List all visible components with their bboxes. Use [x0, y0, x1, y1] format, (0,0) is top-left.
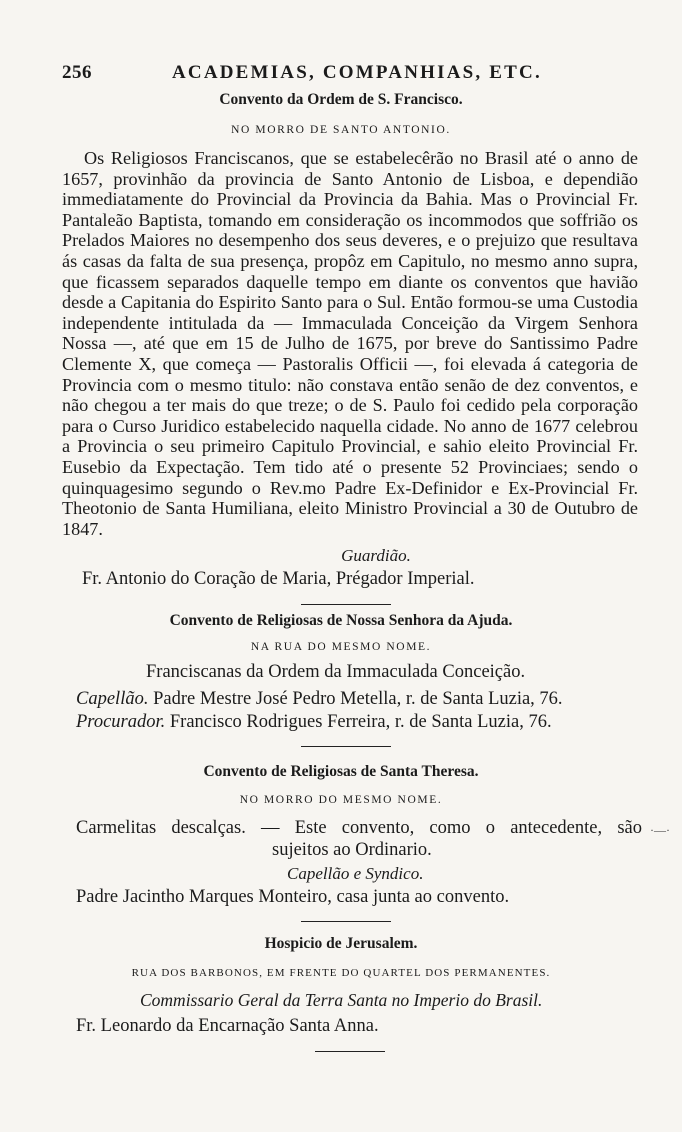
entry-text: Padre Mestre José Pedro Metella, r. de Santa Luzia, 76.	[153, 689, 563, 709]
commissario-label: Commissario Geral da Terra Santa no Imperio do Brasil.	[140, 990, 543, 1010]
section-title-hospicio-jerusalem: Hospicio de Jerusalem.	[264, 935, 418, 952]
section-divider	[301, 604, 391, 605]
entry-capellao	[76, 689, 563, 710]
entry-text: Francisco Rodrigues Ferreira, r. de Santa Luzia, 76.	[169, 712, 552, 732]
section-title-convento-sao-francisco: Convento da Ordem de S. Francisco.	[219, 91, 463, 108]
guardian-label: Guardião.	[341, 546, 411, 565]
capellao-name: Padre Jacintho Marques Monteiro, casa junta ao convento.	[76, 887, 510, 907]
order-description-line-2: sujeitos ao Ordinario.	[272, 840, 432, 860]
section-divider	[301, 921, 391, 922]
commissario-name: Fr. Leonardo da Encarnação Santa Anna.	[76, 1016, 379, 1036]
history-paragraph: Os Religiosos Franciscanos, que se estabelecêrão no Brasil até o anno de 1657, provinhão da provincia de Santo Antonio de Lisboa, e dependião immediatamente do Provincial da Provincia da Bahia. Mas o Provincial Fr. Pantaleão Baptista, tomando em consideração os incommodos que soffrião os Prelados Maiores no desempenho dos seus deveres, e o prejuizo que resultava ás casas da falta de sua presença, propôz em Capitulo, no mesmo anno supra, que ficassem separados daquelle tempo em diante os conventos que havião desde a Capitania do Espirito Santo para o Sul. Então formou-se uma Custodia independente intitulada da — Immaculada Conceição da Virgem Senhora Nossa —, até que em 15 de Julho de 1675, por breve do Santissimo Padre Clemente X, que começa — Pastoralis Officii —, foi elevada á categoria de Provincia com o mesmo titulo: não constava então senão de dez conventos, e não chegou a ter mais do que treze; o de S. Paulo foi cedido pela corporação para o Curso Juridico estabelecido naquella cidade. No anno de 1677 celebrou a Provincia o seu primeiro Capitulo Provincial, e sahio eleito Provincial Fr. Eusebio da Expectação. Tem tido até o presente 52 Provinciaes; sendo o quinquagesimo segundo o Rev.mo Padre Ex-Definidor e Ex-Provincial Fr. Theotonio de Santa Humiliana, eleito Ministro Provincial a 30 de Outubro de 1847.	[62, 148, 638, 539]
order-description-line-1: Carmelitas descalças. — Este convento, como o antecedente, são	[76, 818, 642, 838]
entry-procurador	[76, 712, 552, 733]
running-title: ACADEMIAS, COMPANHIAS, ETC.	[172, 62, 542, 83]
entry-role: Procurador.	[76, 712, 166, 732]
section-location: NO MORRO DO MESMO NOME.	[239, 794, 443, 806]
order-description: Franciscanas da Ordem da Immaculada Conceição.	[146, 662, 526, 682]
section-title-convento-ajuda: Convento de Religiosas de Nossa Senhora da Ajuda.	[169, 612, 513, 629]
section-location: RUA DOS BARBONOS, EM FRENTE DO QUARTEL DOS PERMANENTES.	[131, 967, 551, 979]
entry-role: Capellão.	[76, 689, 149, 709]
section-divider	[301, 746, 391, 747]
capellao-label: Capellão e Syndico.	[287, 864, 424, 883]
section-divider	[315, 1051, 385, 1052]
section-location: NA RUA DO MESMO NOME.	[250, 641, 432, 653]
guardian-name: Fr. Antonio do Coração de Maria, Prégador Imperial.	[82, 569, 475, 589]
margin-mark: ·—·	[650, 823, 670, 837]
section-location: NO MORRO DE SANTO ANTONIO.	[231, 124, 451, 136]
page-number: 256	[62, 62, 92, 83]
section-title-convento-santa-theresa: Convento de Religiosas de Santa Theresa.	[203, 763, 479, 780]
